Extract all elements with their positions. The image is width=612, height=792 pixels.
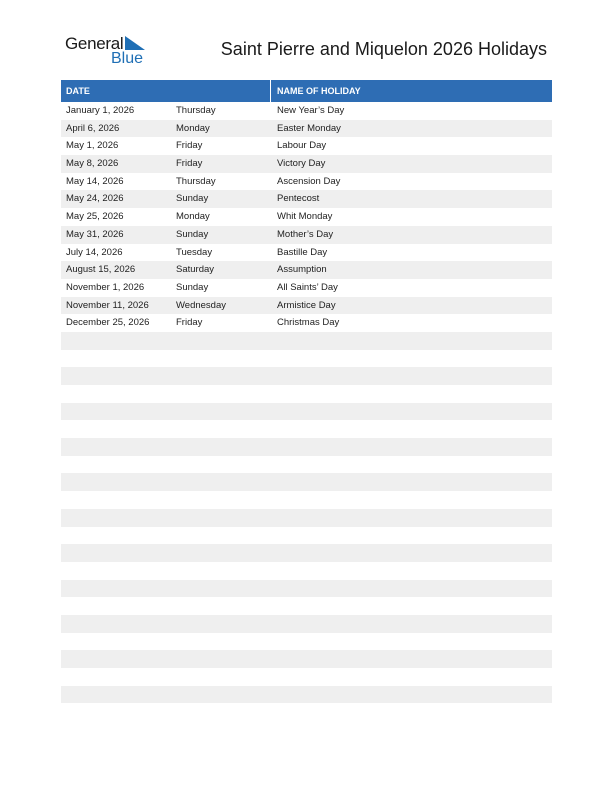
row-holiday-name: Pentecost xyxy=(277,193,320,205)
row-holiday-name: Christmas Day xyxy=(277,317,340,329)
empty-table-row xyxy=(61,686,552,704)
empty-table-row xyxy=(61,473,552,491)
row-weekday: Sunday xyxy=(176,193,209,205)
empty-table-row xyxy=(61,350,552,368)
row-holiday-name: Labour Day xyxy=(277,140,327,152)
row-date: January 1, 2026 xyxy=(66,105,135,116)
table-header xyxy=(61,80,552,102)
table-row xyxy=(61,208,552,226)
row-holiday-name: Mother’s Day xyxy=(277,228,334,240)
empty-table-row xyxy=(61,420,552,438)
table-row xyxy=(61,137,552,155)
empty-table-row xyxy=(61,527,552,545)
row-date: May 8, 2026 xyxy=(66,158,119,170)
empty-table-row xyxy=(61,650,552,668)
table-row xyxy=(61,226,552,244)
row-weekday: Monday xyxy=(176,211,210,223)
row-holiday-name: Whit Monday xyxy=(277,211,333,223)
row-date: July 14, 2026 xyxy=(66,246,123,258)
generalblue-logo xyxy=(65,34,155,68)
row-date: May 1, 2026 xyxy=(66,140,119,152)
row-weekday: Friday xyxy=(176,317,203,329)
row-holiday-name: Victory Day xyxy=(277,158,326,170)
row-holiday-name: Bastille Day xyxy=(277,246,328,258)
table-row xyxy=(61,155,552,173)
empty-table-row xyxy=(61,668,552,686)
row-weekday: Friday xyxy=(176,158,203,170)
empty-table-row xyxy=(61,615,552,633)
row-date: November 11, 2026 xyxy=(66,299,149,311)
table-row xyxy=(61,297,552,315)
row-holiday-name: Easter Monday xyxy=(277,122,341,134)
header-holiday-name: NAME OF HOLIDAY xyxy=(277,86,361,96)
empty-table-row xyxy=(61,597,552,615)
page-title: Saint Pierre and Miquelon 2026 Holidays xyxy=(220,39,547,59)
row-weekday: Saturday xyxy=(176,264,215,276)
empty-table-row xyxy=(61,403,552,421)
table-row xyxy=(61,173,552,191)
empty-table-row xyxy=(61,385,552,403)
empty-table-row xyxy=(61,703,552,721)
row-holiday-name: Ascension Day xyxy=(277,175,341,187)
empty-table-row xyxy=(61,544,552,562)
empty-table-row xyxy=(61,491,552,509)
empty-table-row xyxy=(61,332,552,350)
holiday-table xyxy=(61,80,552,721)
row-date: November 1, 2026 xyxy=(66,281,145,293)
empty-table-row xyxy=(61,367,552,385)
row-weekday: Tuesday xyxy=(176,246,213,258)
row-holiday-name: Armistice Day xyxy=(277,299,336,311)
empty-table-row xyxy=(61,509,552,527)
row-date: May 31, 2026 xyxy=(66,228,124,240)
empty-table-row xyxy=(61,633,552,651)
row-holiday-name: New Year’s Day xyxy=(277,105,345,116)
header-date: DATE xyxy=(66,86,90,96)
row-holiday-name: Assumption xyxy=(277,264,327,276)
logo-triangle-icon xyxy=(125,36,145,50)
table-body xyxy=(61,102,552,332)
row-date: May 24, 2026 xyxy=(66,193,124,205)
table-row xyxy=(61,279,552,297)
row-weekday: Sunday xyxy=(176,228,209,240)
row-holiday-name: All Saints’ Day xyxy=(277,281,338,293)
table-row xyxy=(61,120,552,138)
row-date: December 25, 2026 xyxy=(66,317,150,329)
table-empty-rows xyxy=(61,332,552,721)
row-date: May 25, 2026 xyxy=(66,211,124,223)
row-date: April 6, 2026 xyxy=(66,122,120,134)
row-weekday: Sunday xyxy=(176,281,209,293)
row-date: May 14, 2026 xyxy=(66,175,124,187)
table-row xyxy=(61,190,552,208)
header-divider xyxy=(270,80,271,102)
row-weekday: Thursday xyxy=(176,105,216,116)
table-row xyxy=(61,244,552,262)
logo-blue-text: Blue xyxy=(111,50,144,67)
row-weekday: Thursday xyxy=(176,175,216,187)
empty-table-row xyxy=(61,456,552,474)
row-weekday: Wednesday xyxy=(176,299,226,311)
table-row xyxy=(61,102,552,120)
row-weekday: Monday xyxy=(176,122,210,134)
empty-table-row xyxy=(61,580,552,598)
row-weekday: Friday xyxy=(176,140,203,152)
logo-general-text: General xyxy=(65,34,124,53)
empty-table-row xyxy=(61,438,552,456)
table-row xyxy=(61,261,552,279)
empty-table-row xyxy=(61,562,552,580)
table-row xyxy=(61,314,552,332)
row-date: August 15, 2026 xyxy=(66,264,136,276)
